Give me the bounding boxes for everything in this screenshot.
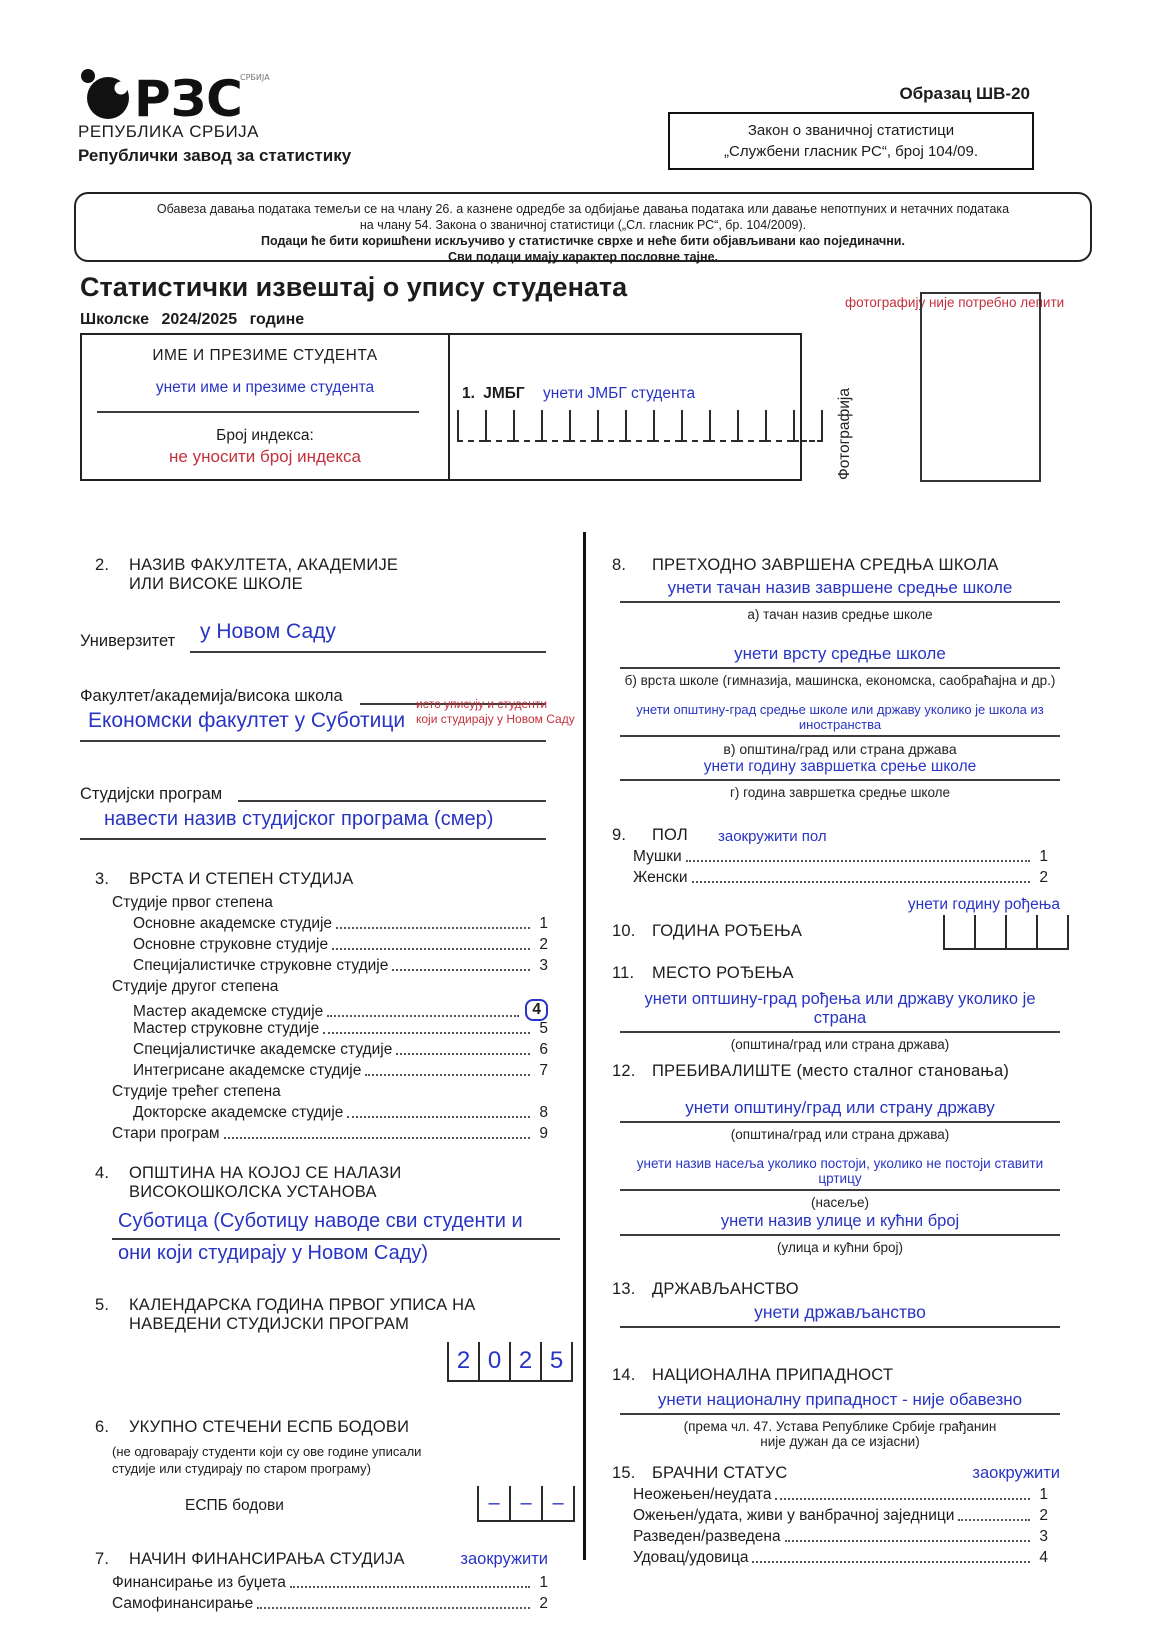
photo-box: [920, 292, 1041, 482]
option-label: Мастер академске студије: [133, 1002, 324, 1020]
field-caption: није дужан да се изјасни): [760, 1434, 920, 1449]
q15-option-row: [633, 1528, 1048, 1546]
jmbg-label: ЈМБГ: [483, 385, 525, 402]
university-field-line[interactable]: [190, 651, 546, 653]
q11-number: 11.: [612, 964, 635, 982]
q2-title: НАЗИВ ФАКУЛТЕТА, АКАДЕМИЈЕ ИЛИ ВИСОКЕ ШКОЛЕ: [129, 556, 399, 593]
notice-line1: Обавеза давања података темељи се на члану 26. а казнене одредбе за одбијање давања података или давање непотпуних и нетачних података: [156, 202, 1010, 216]
school-year-suffix: године: [249, 311, 305, 328]
field-line[interactable]: [620, 1326, 1060, 1328]
field-line[interactable]: [620, 1413, 1060, 1415]
law-reference-box: [668, 112, 1034, 170]
option-code[interactable]: 2: [1039, 869, 1048, 886]
index-warning: не уносити број индекса: [169, 447, 361, 466]
university-entry[interactable]: у Новом Саду: [200, 620, 336, 643]
q7-section-title: [95, 1550, 435, 1569]
field-entry[interactable]: унети тачан назив завршене средње школе: [667, 578, 1013, 597]
name-entry[interactable]: унети име и презиме студента: [155, 379, 375, 396]
q3-title: ВРСТА И СТЕПЕН СТУДИЈА: [129, 870, 354, 888]
option-code[interactable]: 2: [539, 1595, 548, 1612]
jmbg-hint: унети ЈМБГ студента: [543, 385, 696, 402]
index-label: Број индекса:: [216, 427, 314, 444]
q13-title: ДРЖАВЉАНСТВО: [652, 1280, 799, 1298]
school-year-value: 2024/2025: [161, 311, 238, 328]
option-label: Самофинансирање: [112, 1595, 254, 1612]
field-line[interactable]: [620, 1189, 1060, 1191]
option-code[interactable]: 3: [1039, 1528, 1048, 1545]
program-field-line[interactable]: [80, 838, 546, 840]
q8-number: 8.: [612, 556, 627, 574]
q7-option-row: [112, 1595, 548, 1613]
law-line2: „Службени гласник РС“, број 104/09.: [724, 143, 978, 160]
option-label: Специјалистичке академске студије: [133, 1041, 393, 1058]
option-code[interactable]: 2: [1039, 1507, 1048, 1524]
q14-number: 14.: [612, 1366, 636, 1384]
option-label: Неожењен/неудата: [633, 1486, 772, 1503]
option-code[interactable]: 1: [539, 915, 548, 932]
q7-option-row: [112, 1574, 548, 1592]
option-code[interactable]: 1: [1039, 1486, 1048, 1503]
q3-option-row: [133, 1041, 548, 1059]
school-year-prefix: Школске: [80, 311, 150, 328]
q8-field-d[interactable]: [620, 758, 1060, 800]
option-code[interactable]: 5: [539, 1020, 548, 1037]
espb-cell[interactable]: –: [509, 1486, 541, 1522]
q7-number: 7.: [95, 1550, 110, 1568]
year-digit[interactable]: 2: [447, 1342, 478, 1382]
q3-group2: Студије другог степена: [112, 978, 279, 995]
q13-number: 13.: [612, 1280, 636, 1298]
jmbg-comb-field[interactable]: [457, 410, 823, 442]
field-entry[interactable]: унети назив насеља уколико постоји, уколико не постоји ставити цртицу: [636, 1156, 1044, 1186]
q9-title: ПОЛ: [652, 826, 688, 844]
q3-option-row: [133, 957, 548, 975]
field-caption: в) општина/град или страна држава: [723, 741, 957, 757]
option-code-circled[interactable]: 4: [525, 999, 548, 1021]
school-year-line: [80, 311, 304, 329]
option-label: Интегрисане академске студије: [133, 1062, 362, 1079]
field-line[interactable]: [620, 1121, 1060, 1123]
field-entry[interactable]: унети оптшину-град рођења или државу уколико је страна: [644, 990, 1036, 1027]
q11-section-title: [612, 964, 912, 983]
notice-line2: на члану 54. Закона о званичној статистици („Сл. гласник РС“, бр. 104/2009).: [359, 218, 807, 232]
jmbg-number: 1.: [462, 385, 475, 402]
option-code[interactable]: 1: [1039, 848, 1048, 865]
field-line[interactable]: [620, 601, 1060, 603]
q7-instruction: заокружити: [460, 1550, 548, 1568]
q2-section-title: [95, 556, 515, 594]
q3-option-row: [133, 1020, 548, 1038]
q4-title: ОПШТИНА НА КОЈОЈ СЕ НАЛАЗИ ВИСОКОШКОЛСКА УСТАНОВА: [129, 1164, 402, 1201]
q14-field[interactable]: [620, 1390, 1060, 1449]
year-digit[interactable]: 2: [509, 1342, 540, 1382]
q6-title: УКУПНО СТЕЧЕНИ ЕСПБ БОДОВИ: [129, 1418, 410, 1436]
q4-entry-line2[interactable]: они који студирају у Новом Саду): [118, 1242, 429, 1264]
university-label: Универзитет: [80, 632, 176, 650]
option-code[interactable]: 7: [539, 1062, 548, 1079]
column-divider: [583, 532, 586, 1560]
q9-option-row: [633, 869, 1048, 887]
option-label: Докторске академске студије: [133, 1104, 344, 1121]
q12-field-2[interactable]: [620, 1156, 1060, 1210]
q6-section-title: [95, 1418, 525, 1437]
q15-number: 15.: [612, 1464, 636, 1482]
q14-section-title: [612, 1366, 1012, 1385]
q3-option-row-selected: [133, 999, 548, 1021]
q8-field-a[interactable]: [620, 578, 1060, 622]
field-entry[interactable]: унети општину/град или страну државу: [685, 1098, 995, 1117]
option-code[interactable]: 3: [539, 957, 548, 974]
q10-number: 10.: [612, 922, 636, 940]
form-code: Образац ШВ-20: [899, 84, 1030, 103]
faculty-field-line[interactable]: [80, 740, 546, 742]
faculty-label: Факултет/академија/висока школа: [80, 687, 343, 705]
field-entry[interactable]: унети држављанство: [754, 1302, 926, 1322]
option-label: Удовац/удовица: [633, 1549, 749, 1566]
q8-title: ПРЕТХОДНО ЗАВРШЕНА СРЕДЊА ШКОЛА: [652, 556, 999, 574]
option-label: Финансирање из буџета: [112, 1574, 286, 1591]
q6-field-label: ЕСПБ бодови: [185, 1497, 284, 1514]
q3-section-title: [95, 870, 515, 889]
field-caption: (насеље): [811, 1195, 869, 1210]
q2-number: 2.: [95, 556, 110, 574]
q3-option-row: [133, 1062, 548, 1080]
q5-title: КАЛЕНДАРСКА ГОДИНА ПРВОГ УПИСА НА НАВЕДЕНИ СТУДИЈСКИ ПРОГРАМ: [129, 1296, 476, 1333]
option-code[interactable]: 2: [539, 936, 548, 953]
q15-option-row: [633, 1507, 1048, 1525]
q8-field-b[interactable]: [620, 644, 1060, 688]
q3-option-row: [133, 915, 548, 933]
field-caption: (општина/град или страна држава): [730, 1037, 950, 1052]
field-caption: г) година завршетка средње школе: [729, 785, 951, 800]
field-line[interactable]: [620, 735, 1060, 737]
logo-small-text: СРБИЈА: [240, 73, 270, 82]
field-entry[interactable]: унети назив улице и кућни број: [720, 1212, 960, 1230]
q4-entry-line1[interactable]: Суботица (Суботицу наводе сви студенти и: [118, 1210, 523, 1232]
q7-title: НАЧИН ФИНАНСИРАЊА СТУДИЈА: [129, 1550, 405, 1568]
q15-instruction: заокружити: [972, 1464, 1060, 1482]
q3-group3: Студије трећег степена: [112, 1083, 281, 1100]
name-field-line[interactable]: [97, 411, 419, 413]
q6-espb-comb[interactable]: [477, 1486, 575, 1522]
q10-hint: унети годину рођења: [907, 896, 1060, 913]
student-identity-box: [80, 333, 802, 481]
q5-section-title: [95, 1296, 525, 1334]
q12-number: 12.: [612, 1062, 636, 1080]
q3-option-row: [133, 1104, 548, 1122]
faculty-entry[interactable]: Економски факултет у Суботици: [88, 709, 406, 732]
q8-section-title: [612, 556, 1082, 575]
institution-name: Републички завод за статистику: [78, 146, 352, 165]
q3-option-row: [112, 1125, 548, 1143]
option-code[interactable]: 1: [539, 1574, 548, 1591]
country-name: РЕПУБЛИКА СРБИЈА: [78, 122, 260, 141]
q9-option-row: [633, 848, 1048, 866]
q5-year-comb[interactable]: [447, 1342, 573, 1382]
espb-cell[interactable]: –: [477, 1486, 509, 1522]
field-line[interactable]: [620, 1234, 1060, 1236]
faculty-note: исто уписују и студенти који студирају у Новом Саду: [416, 697, 575, 726]
photo-label: Фотографија: [836, 388, 853, 480]
q13-section-title: [612, 1280, 912, 1299]
q15-title: БРАЧНИ СТАТУС: [652, 1464, 788, 1482]
q3-number: 3.: [95, 870, 110, 888]
option-label: Стари програм: [112, 1125, 220, 1142]
program-field-line-top[interactable]: [238, 800, 546, 802]
field-entry[interactable]: унети националну припадност - није обавезно: [657, 1390, 1023, 1409]
q9-instruction: заокружити пол: [718, 828, 827, 845]
q6-note: (не одговарају студенти који су ове године уписали студије или студирају по старом програму): [112, 1444, 422, 1476]
q4-number: 4.: [95, 1164, 110, 1182]
q11-field[interactable]: [620, 990, 1060, 1052]
q12-title: ПРЕБИВАЛИШТЕ (место сталног становања): [652, 1062, 1010, 1080]
field-entry[interactable]: унети општину-град средње школе или државу уколико је школа из иностранства: [636, 702, 1044, 732]
field-line[interactable]: [620, 779, 1060, 781]
q6-number: 6.: [95, 1418, 110, 1436]
q4-section-title: [95, 1164, 525, 1202]
year-digit[interactable]: 5: [540, 1342, 573, 1382]
option-label: Специјалистичке струковне студије: [133, 957, 389, 974]
q5-number: 5.: [95, 1296, 110, 1314]
q10-year-comb[interactable]: [943, 915, 1069, 950]
q13-field[interactable]: [620, 1302, 1060, 1328]
option-label: Женски: [633, 869, 688, 886]
field-caption: б) врста школе (гимназија, машинска, економска, саобраћајна и др.): [624, 673, 1056, 688]
field-caption: (општина/град или страна држава): [730, 1127, 950, 1142]
name-label: ИМЕ И ПРЕЗИМЕ СТУДЕНТА: [152, 347, 378, 364]
q3-option-row: [133, 936, 548, 954]
law-line1: Закон о званичној статистици: [747, 122, 955, 139]
notice-line3: Подаци ће бити коришћени искључиво у статистичке сврхе и неће бити објављивани као појединачни.: [261, 234, 905, 248]
field-entry[interactable]: унети годину завршетка срење школе: [703, 758, 977, 775]
logo-text: РЗС: [134, 70, 243, 122]
field-caption: а) тачан назив средње школе: [747, 607, 933, 622]
q12-field-3[interactable]: [620, 1212, 1060, 1255]
student-name-cell: [82, 335, 450, 479]
program-entry[interactable]: навести назив студијског програма (смер): [104, 808, 494, 830]
option-label: Мушки: [633, 848, 682, 865]
option-label: Основне струковне студије: [133, 936, 329, 953]
q15-option-row: [633, 1549, 1048, 1567]
field-entry[interactable]: унети врсту средње школе: [734, 644, 946, 663]
legal-notice-box: [74, 192, 1092, 262]
option-label: Ожењен/удата, живи у ванбрачној заједници: [633, 1507, 955, 1524]
option-label: Основне академске студије: [133, 915, 333, 932]
field-line[interactable]: [620, 667, 1060, 669]
q15-section-title: [612, 1464, 912, 1483]
q4-field-line[interactable]: [112, 1238, 560, 1240]
espb-cell[interactable]: –: [541, 1486, 575, 1522]
option-label: Мастер струковне студије: [133, 1020, 320, 1037]
year-digit[interactable]: 0: [478, 1342, 509, 1382]
q3-group1: Студије првог степена: [112, 894, 273, 911]
photo-note: фотографију није потребно лепити: [845, 295, 1065, 310]
q12-section-title: [612, 1062, 1082, 1081]
q10-title: ГОДИНА РОЂЕЊА: [652, 922, 803, 940]
q11-title: МЕСТО РОЂЕЊА: [652, 964, 794, 982]
notice-line4: Сви подаци имају карактер пословне тајне.: [447, 250, 719, 264]
option-code[interactable]: 6: [539, 1041, 548, 1058]
option-label: Разведен/разведена: [633, 1528, 781, 1545]
option-code[interactable]: 4: [1039, 1549, 1048, 1566]
field-line[interactable]: [620, 1031, 1060, 1033]
q9-number: 9.: [612, 826, 627, 844]
q10-section-title: [612, 922, 912, 941]
page-title: Статистички извештај о упису студената: [80, 272, 628, 302]
option-code[interactable]: 9: [539, 1125, 548, 1142]
option-code[interactable]: 8: [539, 1104, 548, 1121]
q8-field-c[interactable]: [620, 702, 1060, 757]
q12-field-1[interactable]: [620, 1098, 1060, 1142]
program-label: Студијски програм: [80, 785, 223, 803]
field-caption: (улица и кућни број): [777, 1240, 903, 1255]
q15-option-row: [633, 1486, 1048, 1504]
q14-title: НАЦИОНАЛНА ПРИПАДНОСТ: [652, 1366, 894, 1384]
rzs-logo-icon: [72, 64, 272, 122]
jmbg-label-row: [462, 385, 695, 403]
field-caption: (према чл. 47. Устава Републике Србије грађанин: [683, 1419, 997, 1434]
